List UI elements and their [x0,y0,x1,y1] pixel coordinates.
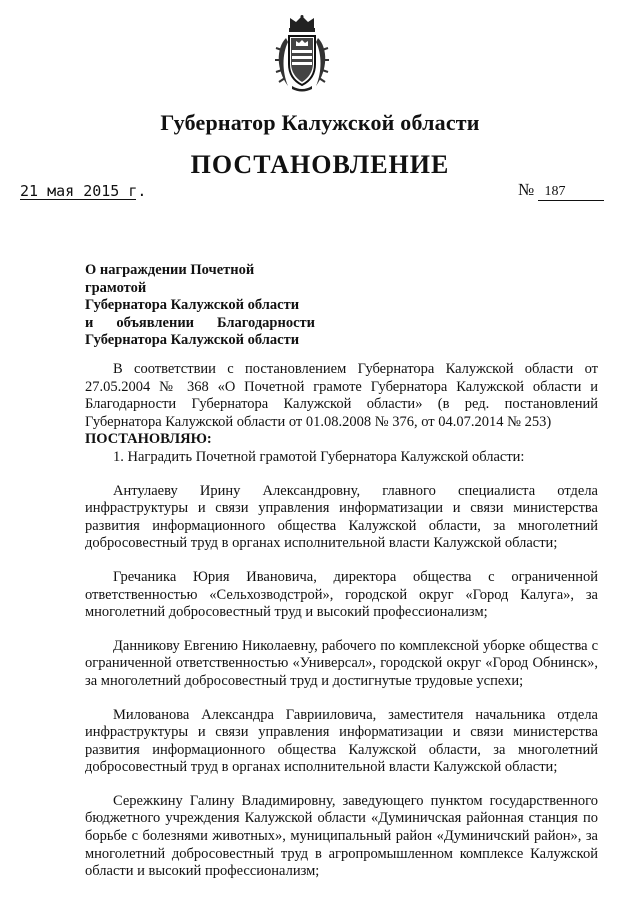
number-prefix: № [518,180,535,199]
awardee-paragraph: Данникову Евгению Николаевну, рабочего по комплексной уборке общества с ограниченной ответственностью «Универсал», городской округ «Город Обнинск», за многолетний добросовестный труд и достигнутые трудовые успехи; [85,637,598,689]
preamble-paragraph: В соответствии с постановлением Губернатора Калужской области от 27.05.2004 № 368 «О Почетной грамоте Губернатора Калужской области и Благодарности Губернатора Калужской области» (в ред. постановлений Губернатора Калужской области от 01.08.2008 № 376, от 04.07.2014 № 253) [85,361,598,430]
subject-line [85,315,315,333]
number-value: 187 [538,184,604,201]
subject-line: Губернатора Калужской области [85,332,300,349]
document-type-heading: ПОСТАНОВЛЕНИЕ [190,150,450,179]
subject-word: Благодарности [216,314,315,331]
date-value: 21 мая 2015 г. [20,182,147,200]
awardee-paragraph: Милованова Александра Гаврииловича, заместителя начальника отдела инфраструктуры и связи управления информатизации и связи министерства развития информационного общества Калужской области, за многолетний добросовестный труд в органах исполнительной власти Калужской области; [85,706,598,776]
date-underline [20,199,136,200]
kaluga-coat-of-arms-icon [272,14,332,94]
awardee-paragraph: Антулаеву Ирину Александровну, главного специалиста отдела инфраструктуры и связи управления информатизации и связи министерства развития информационного общества Калужской области, за многолетний добросовестный труд в органах исполнительной власти Калужской области; [85,482,598,552]
document-date [20,182,148,200]
subject-line: О награждении Почетной грамотой [85,262,255,296]
awardee-paragraph: Сережкину Галину Владимировну, заведующего пунктом государственного бюджетного учреждения Калужской области «Думиничская районная станция по борьбе с болезнями животных», муниципальный район «Думиничский район», за многолетний добросовестный труд в агропромышленном комплексе Калужской области и высокий профессионализм; [85,792,598,880]
subject-word: и [85,314,94,331]
subject-word: объявлении [116,314,195,331]
awardee-paragraph: Гречаника Юрия Ивановича, директора общества с ограниченной ответственностью «Сельхозводстрой», городской округ «Город Калуга», за многолетний добросовестный труд и высокий профессионализм; [85,568,598,621]
authority-title: Губернатор Калужской области [160,110,480,135]
document-body [85,361,598,881]
decree-word: ПОСТАНОВЛЯЮ: [85,431,212,448]
document-number [518,180,604,201]
document-subject [85,262,315,350]
item-1: 1. Наградить Почетной грамотой Губернатора Калужской области: [113,448,525,465]
subject-line: Губернатора Калужской области [85,297,300,314]
